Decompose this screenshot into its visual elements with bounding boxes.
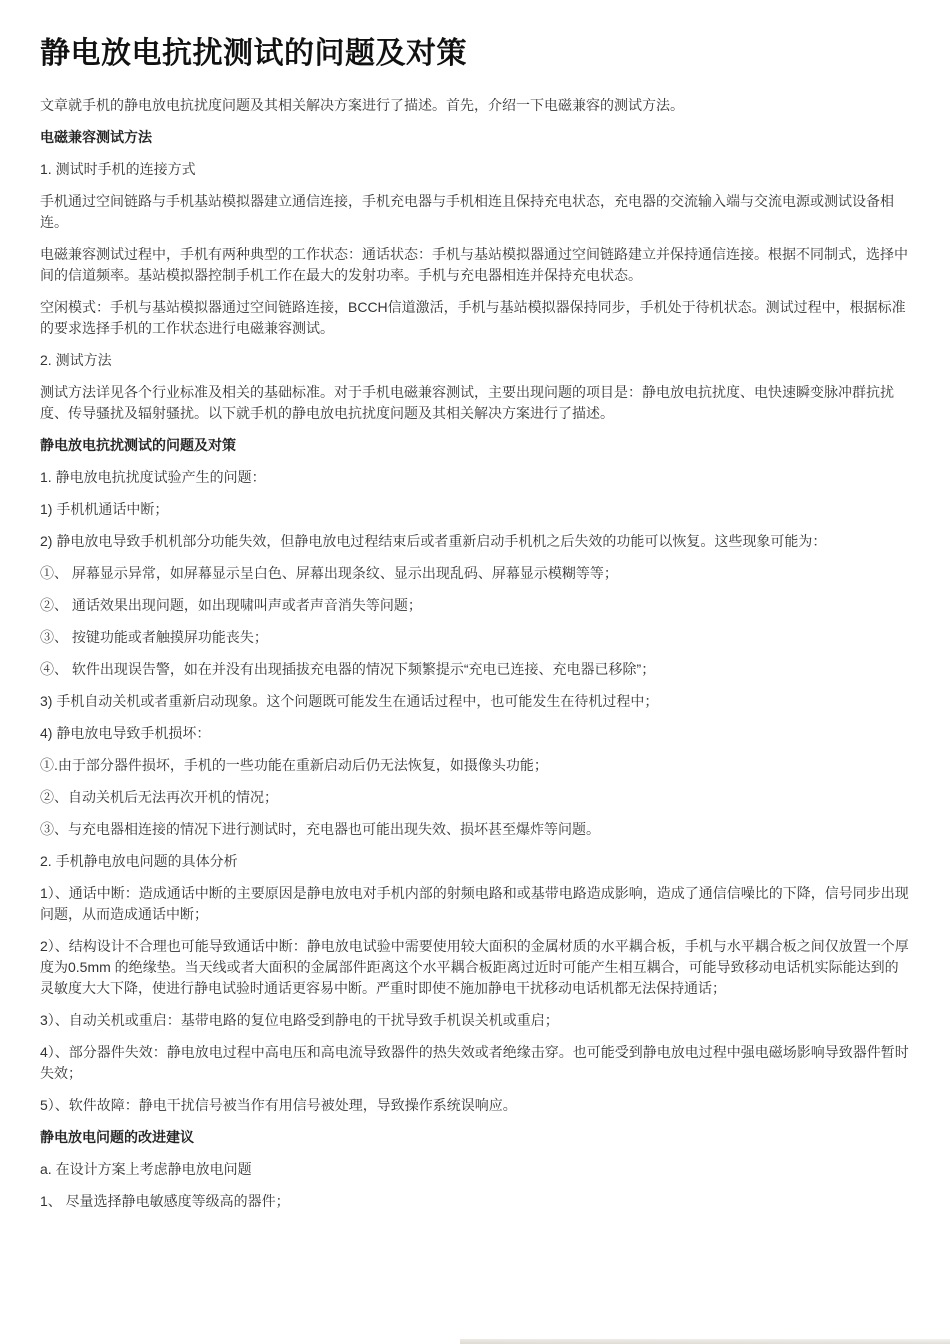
paragraph: ②、 通话效果出现问题，如出现啸叫声或者声音消失等问题； [40, 597, 422, 613]
paragraph: 测试方法详见各个行业标准及相关的基础标准。对于手机电磁兼容测试，主要出现问题的项目是：静电放电抗扰度、电快速瞬变脉冲群抗扰度、传导骚扰及辐射骚扰。以下就手机的静电放电抗扰度问题及其相关解决方案进行了描述。 [40, 384, 894, 421]
paragraph: 1）、通话中断：造成通话中断的主要原因是静电放电对手机内部的射频电路和或基带电路造成影响，造成了通信信噪比的下降，信号同步出现问题，从而造成通话中断； [40, 885, 909, 922]
paragraph: 电磁兼容测试过程中，手机有两种典型的工作状态：通话状态：手机与基站模拟器通过空间链路建立并保持通信连接。根据不同制式，选择中间的信道频率。基站模拟器控制手机工作在最大的发射功率。手机与充电器相连并保持充电状态。 [40, 246, 908, 283]
paragraph: ①.由于部分器件损坏，手机的一些功能在重新启动后仍无法恢复，如摄像头功能； [40, 757, 548, 773]
paragraph: 5）、软件故障：静电干扰信号被当作有用信号被处理，导致操作系统误响应。 [40, 1097, 517, 1113]
paragraph: 1. 测试时手机的连接方式 [40, 161, 196, 177]
paragraph: ④、 软件出现误告警，如在并没有出现插拔充电器的情况下频繁提示“充电已连接、充电器已移除”； [40, 661, 656, 677]
cutoff-content-edge [460, 1339, 950, 1344]
paragraph: 1、 尽量选择静电敏感度等级高的器件； [40, 1193, 290, 1209]
paragraph: 2. 手机静电放电问题的具体分析 [40, 853, 238, 869]
article-body [40, 95, 910, 1212]
paragraph: a. 在设计方案上考虑静电放电问题 [40, 1161, 252, 1177]
paragraph: ①、 屏幕显示异常，如屏幕显示呈白色、屏幕出现条纹、显示出现乱码、屏幕显示模糊等等； [40, 565, 618, 581]
paragraph: 文章就手机的静电放电抗扰度问题及其相关解决方案进行了描述。首先，介绍一下电磁兼容的测试方法。 [40, 97, 684, 113]
paragraph: 手机通过空间链路与手机基站模拟器建立通信连接，手机充电器与手机相连且保持充电状态，充电器的交流输入端与交流电源或测试设备相连。 [40, 193, 894, 230]
paragraph: 2）、结构设计不合理也可能导致通话中断：静电放电试验中需要使用较大面积的金属材质的水平耦合板，手机与水平耦合板之间仅放置一个厚度为0.5mm 的绝缘垫。当天线或者大面积的金属部件距离这个水平耦合板距离过近时可能产生相互耦合，可能导致移动电话机实际能达到的灵敏度大大下降，使进行静电试验时通话更容易中断。严重时即使不施加静电干扰移动电话机都无法保持通话； [40, 938, 909, 996]
paragraph: 3）、自动关机或重启：基带电路的复位电路受到静电的干扰导致手机误关机或重启； [40, 1012, 559, 1028]
section-heading: 电磁兼容测试方法 [40, 129, 152, 145]
section-heading: 静电放电抗扰测试的问题及对策 [40, 437, 236, 453]
paragraph: ③、与充电器相连接的情况下进行测试时，充电器也可能出现失效、损坏甚至爆炸等问题。 [40, 821, 600, 837]
paragraph: ③、 按键功能或者触摸屏功能丧失； [40, 629, 268, 645]
paragraph: 空闲模式：手机与基站模拟器通过空间链路连接，BCCH信道激活，手机与基站模拟器保持同步，手机处于待机状态。测试过程中，根据标准的要求选择手机的工作状态进行电磁兼容测试。 [40, 299, 906, 336]
paragraph: ②、自动关机后无法再次开机的情况； [40, 789, 278, 805]
paragraph: 3) 手机自动关机或者重新启动现象。这个问题既可能发生在通话过程中，也可能发生在待机过程中； [40, 693, 659, 709]
paragraph: 4）、部分器件失效：静电放电过程中高电压和高电流导致器件的热失效或者绝缘击穿。也可能受到静电放电过程中强电磁场影响导致器件暂时失效； [40, 1044, 909, 1081]
paragraph: 2. 测试方法 [40, 352, 112, 368]
paragraph: 4) 静电放电导致手机损坏： [40, 725, 211, 741]
paragraph: 1. 静电放电抗扰度试验产生的问题： [40, 469, 266, 485]
paragraph: 1) 手机机通话中断； [40, 501, 169, 517]
section-heading: 静电放电问题的改进建议 [40, 1129, 194, 1145]
paragraph: 2) 静电放电导致手机机部分功能失效，但静电放电过程结束后或者重新启动手机机之后失效的功能可以恢复。这些现象可能为： [40, 533, 827, 549]
page-title: 静电放电抗扰测试的问题及对策 [40, 37, 467, 70]
